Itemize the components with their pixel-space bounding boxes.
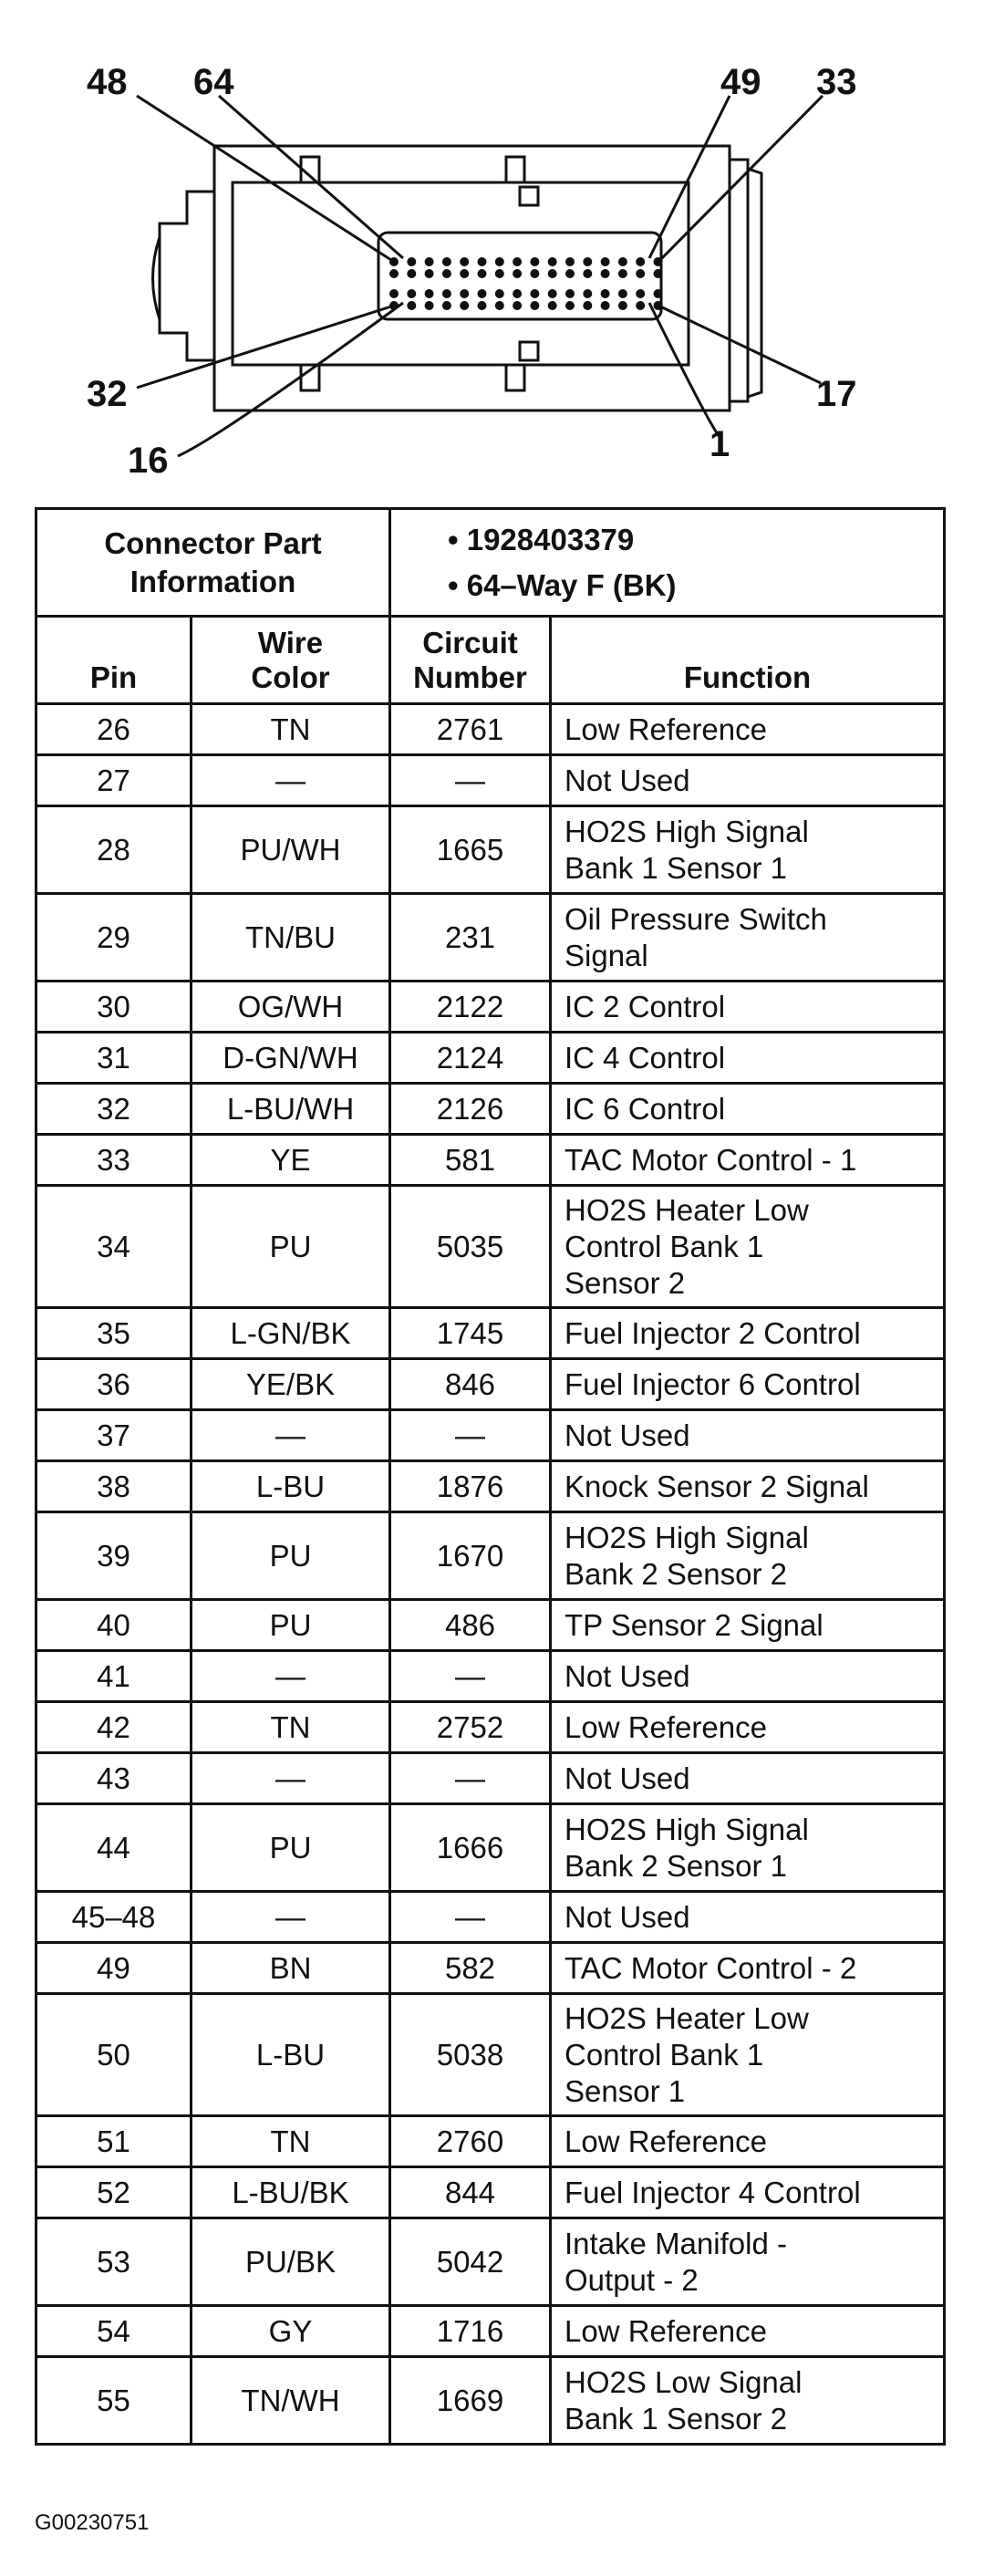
function-line: HO2S Heater Low (565, 2000, 809, 2035)
function-line: Signal (565, 938, 648, 972)
pin-dot (513, 269, 522, 278)
circuit-number-cell: 1716 (390, 2306, 551, 2357)
circuit-number-cell: 1745 (390, 1308, 551, 1359)
circuit-number-cell: 2752 (390, 1702, 551, 1753)
pin-cell: 30 (36, 982, 192, 1033)
function-line: Not Used (565, 763, 690, 797)
function-line: Not Used (565, 1899, 690, 1934)
pin-cell: 41 (36, 1651, 192, 1702)
pin-cell: 55 (36, 2357, 192, 2445)
pin-dot (618, 289, 627, 298)
function-line: TAC Motor Control - 2 (565, 1950, 857, 1985)
function-line: HO2S High Signal (565, 1520, 809, 1554)
pin-dot (583, 301, 592, 310)
function-line: Intake Manifold - (565, 2226, 787, 2260)
pin-dot (601, 301, 610, 310)
wire-color-cell: TN (192, 704, 390, 755)
table-row (36, 1943, 945, 1994)
pin-dot (618, 257, 627, 266)
function-cell (551, 2306, 945, 2357)
pin-dot (495, 257, 504, 266)
pin-dot (389, 269, 399, 278)
function-line: Low Reference (565, 2313, 767, 2348)
function-cell (551, 1359, 945, 1410)
pin-cell: 32 (36, 1084, 192, 1135)
wire-color-cell: YE (192, 1135, 390, 1186)
pin-cell: 34 (36, 1186, 192, 1308)
circuit-number-cell: — (390, 1892, 551, 1943)
circuit-number-cell: 581 (390, 1135, 551, 1186)
table-row (36, 2357, 945, 2445)
function-line: HO2S Low Signal (565, 2364, 803, 2399)
pin-label-33: 33 (816, 62, 857, 102)
pin-dot (548, 257, 557, 266)
circuit-number-cell: 2124 (390, 1033, 551, 1084)
wire-color-cell: L-BU (192, 1461, 390, 1512)
pin-cell: 38 (36, 1461, 192, 1512)
connector-info-row (36, 509, 945, 617)
col-header-circuit-number (390, 617, 551, 704)
pin-dot (530, 301, 539, 310)
function-line: HO2S High Signal (565, 814, 809, 848)
pin-cell: 50 (36, 1994, 192, 2116)
wire-color-cell: TN (192, 1702, 390, 1753)
circuit-number-cell: 846 (390, 1359, 551, 1410)
pin-cell: 40 (36, 1600, 192, 1651)
wire-color-cell: PU (192, 1186, 390, 1308)
pin-dot (636, 289, 645, 298)
pin-dot (530, 269, 539, 278)
circuit-number-cell: 2126 (390, 1084, 551, 1135)
col-header-circuit-number-text: Circuit Number (413, 626, 527, 694)
col-header-function: Function (551, 617, 945, 704)
table-row (36, 894, 945, 982)
function-line: Control Bank 1 (565, 2037, 764, 2072)
function-line: Fuel Injector 2 Control (565, 1315, 861, 1350)
col-header-wire-color (192, 617, 390, 704)
pin-label-48: 48 (87, 62, 128, 102)
function-cell (551, 755, 945, 806)
function-cell (551, 1410, 945, 1461)
function-line: Output - 2 (565, 2262, 699, 2297)
pin-dot (460, 289, 469, 298)
pin-dot (565, 269, 575, 278)
connector-right-side (730, 160, 761, 401)
pin-cell: 37 (36, 1410, 192, 1461)
connector-part-number: • 1928403379 (448, 522, 635, 556)
function-line: Sensor 1 (565, 2073, 686, 2108)
wire-color-cell: TN (192, 2116, 390, 2167)
pin-cell: 26 (36, 704, 192, 755)
circuit-number-cell: 5038 (390, 1994, 551, 2116)
circuit-number-cell: 5035 (390, 1186, 551, 1308)
wire-color-cell: — (192, 1410, 390, 1461)
pin-dot (565, 289, 575, 298)
connector-info-details (390, 509, 945, 617)
pin-dot (478, 301, 487, 310)
pin-dot (389, 289, 399, 298)
pin-cell: 44 (36, 1804, 192, 1892)
wire-color-cell: — (192, 755, 390, 806)
table-row (36, 1892, 945, 1943)
function-cell (551, 1186, 945, 1308)
pin-dot (407, 269, 416, 278)
pin-dot (548, 289, 557, 298)
pin-dot (530, 289, 539, 298)
pin-dot (478, 269, 487, 278)
pin-dot (636, 269, 645, 278)
wire-color-cell: PU (192, 1512, 390, 1600)
pin-dot (478, 257, 487, 266)
table-row (36, 982, 945, 1033)
wire-color-cell: PU/WH (192, 806, 390, 894)
wire-color-cell: D-GN/WH (192, 1033, 390, 1084)
function-line: Bank 1 Sensor 1 (565, 850, 787, 885)
pin-cell: 52 (36, 2167, 192, 2218)
pin-dot (530, 257, 539, 266)
pin-cell: 53 (36, 2218, 192, 2306)
wire-color-cell: L-BU/BK (192, 2167, 390, 2218)
function-line: Bank 1 Sensor 2 (565, 2401, 787, 2436)
pin-dot (583, 269, 592, 278)
function-line: Knock Sensor 2 Signal (565, 1469, 869, 1503)
pin-dot (425, 269, 434, 278)
table-row (36, 1702, 945, 1753)
table-row (36, 2116, 945, 2167)
circuit-number-cell: — (390, 1753, 551, 1804)
wire-color-cell: GY (192, 2306, 390, 2357)
wire-color-cell: OG/WH (192, 982, 390, 1033)
function-line: IC 4 Control (565, 1040, 726, 1075)
table-row (36, 1084, 945, 1135)
table-row (36, 1135, 945, 1186)
function-cell (551, 1702, 945, 1753)
function-cell (551, 1600, 945, 1651)
pin-dot (495, 269, 504, 278)
wire-color-cell: — (192, 1892, 390, 1943)
function-line: IC 2 Control (565, 989, 726, 1023)
table-row (36, 1512, 945, 1600)
circuit-number-cell: 1670 (390, 1512, 551, 1600)
table-row (36, 1186, 945, 1308)
pin-dot (654, 269, 663, 278)
wire-color-cell: L-BU (192, 1994, 390, 2116)
function-line: Not Used (565, 1761, 690, 1795)
pin-label-1: 1 (710, 424, 730, 464)
pin-dot (495, 289, 504, 298)
connector-info-title (36, 509, 390, 617)
col-header-pin: Pin (36, 617, 192, 704)
function-line: Bank 2 Sensor 1 (565, 1848, 787, 1883)
function-cell (551, 2116, 945, 2167)
pin-dot (460, 269, 469, 278)
pin-cell: 28 (36, 806, 192, 894)
circuit-number-cell: 2761 (390, 704, 551, 755)
pin-label-17: 17 (816, 374, 857, 414)
function-line: Sensor 2 (565, 1265, 686, 1300)
function-cell (551, 1994, 945, 2116)
pin-dot (618, 301, 627, 310)
function-cell (551, 2167, 945, 2218)
pin-dot (513, 289, 522, 298)
connector-body (214, 146, 730, 410)
function-cell (551, 1943, 945, 1994)
pin-dot (583, 257, 592, 266)
pin-dot (460, 301, 469, 310)
pin-dot (618, 269, 627, 278)
circuit-number-cell: 1876 (390, 1461, 551, 1512)
circuit-number-cell: 2760 (390, 2116, 551, 2167)
pin-dot (601, 289, 610, 298)
figure-code: G00230751 (35, 2510, 150, 2535)
pin-table (35, 507, 946, 2446)
pin-cell: 31 (36, 1033, 192, 1084)
function-line: Fuel Injector 4 Control (565, 2175, 861, 2209)
pin-dot (425, 301, 434, 310)
table-row (36, 1994, 945, 2116)
pin-label-49: 49 (720, 62, 761, 102)
function-line: Not Used (565, 1658, 690, 1693)
circuit-number-cell: — (390, 1651, 551, 1702)
pin-dot (407, 301, 416, 310)
wire-color-cell: BN (192, 1943, 390, 1994)
pin-dot (442, 257, 451, 266)
circuit-number-cell: 582 (390, 1943, 551, 1994)
table-row (36, 1033, 945, 1084)
function-line: IC 6 Control (565, 1091, 726, 1126)
pin-dot (460, 257, 469, 266)
connector-description: • 64–Way F (BK) (448, 567, 677, 602)
function-line: Low Reference (565, 1709, 767, 1744)
pin-cell: 27 (36, 755, 192, 806)
wire-color-cell: PU (192, 1600, 390, 1651)
wire-color-cell: TN/BU (192, 894, 390, 982)
function-cell (551, 1512, 945, 1600)
pin-dot (565, 301, 575, 310)
circuit-number-cell: — (390, 1410, 551, 1461)
pin-cell: 36 (36, 1359, 192, 1410)
pin-cell: 42 (36, 1702, 192, 1753)
table-row (36, 1359, 945, 1410)
function-cell (551, 1135, 945, 1186)
pin-dot (636, 257, 645, 266)
table-row (36, 704, 945, 755)
connector-latch-left (160, 192, 214, 360)
pin-dot (513, 301, 522, 310)
wire-color-cell: PU/BK (192, 2218, 390, 2306)
circuit-number-cell: 2122 (390, 982, 551, 1033)
function-cell (551, 1753, 945, 1804)
table-row (36, 1600, 945, 1651)
pin-dot (425, 289, 434, 298)
pin-cell: 54 (36, 2306, 192, 2357)
pin-dot (548, 301, 557, 310)
pin-cell: 39 (36, 1512, 192, 1600)
pin-cell: 33 (36, 1135, 192, 1186)
function-cell (551, 2357, 945, 2445)
pin-label-16: 16 (128, 441, 169, 481)
pin-cell: 49 (36, 1943, 192, 1994)
pin-dot (442, 301, 451, 310)
function-cell (551, 894, 945, 982)
circuit-number-cell: — (390, 755, 551, 806)
wire-color-cell: L-BU/WH (192, 1084, 390, 1135)
pin-dot (442, 289, 451, 298)
pin-dot (601, 257, 610, 266)
function-cell (551, 1033, 945, 1084)
function-line: Control Bank 1 (565, 1229, 764, 1263)
pin-dot (513, 257, 522, 266)
function-cell (551, 1461, 945, 1512)
function-line: HO2S Heater Low (565, 1192, 809, 1227)
function-line: Not Used (565, 1418, 690, 1452)
circuit-number-cell: 1669 (390, 2357, 551, 2445)
pin-dot (478, 289, 487, 298)
table-row (36, 1461, 945, 1512)
pin-dot (407, 289, 416, 298)
circuit-number-cell: 231 (390, 894, 551, 982)
table-row (36, 755, 945, 806)
function-line: TAC Motor Control - 1 (565, 1142, 857, 1177)
table-row (36, 1410, 945, 1461)
wire-color-cell: TN/WH (192, 2357, 390, 2445)
function-line: Low Reference (565, 2124, 767, 2158)
function-cell (551, 1651, 945, 1702)
table-row (36, 2306, 945, 2357)
function-line: Oil Pressure Switch (565, 901, 827, 936)
function-line: HO2S High Signal (565, 1812, 809, 1846)
function-line: TP Sensor 2 Signal (565, 1607, 823, 1642)
pin-label-32: 32 (87, 374, 128, 414)
function-cell (551, 1804, 945, 1892)
table-row (36, 2167, 945, 2218)
pin-label-64: 64 (193, 62, 234, 102)
table-row (36, 1753, 945, 1804)
pin-dot (425, 257, 434, 266)
function-line: Fuel Injector 6 Control (565, 1366, 861, 1401)
wire-color-cell: PU (192, 1804, 390, 1892)
pin-dot (495, 301, 504, 310)
circuit-number-cell: 1666 (390, 1804, 551, 1892)
pin-grid (389, 257, 663, 310)
circuit-number-cell: 1665 (390, 806, 551, 894)
wire-color-cell: — (192, 1753, 390, 1804)
pin-dot (636, 301, 645, 310)
pin-cell: 43 (36, 1753, 192, 1804)
pin-dot (565, 257, 575, 266)
pin-dot (548, 269, 557, 278)
function-cell (551, 2218, 945, 2306)
circuit-number-cell: 486 (390, 1600, 551, 1651)
pin-cell: 45–48 (36, 1892, 192, 1943)
pin-dot (654, 289, 663, 298)
pin-cell: 35 (36, 1308, 192, 1359)
pin-cell: 51 (36, 2116, 192, 2167)
wire-color-cell: YE/BK (192, 1359, 390, 1410)
wire-color-cell: L-GN/BK (192, 1308, 390, 1359)
function-cell (551, 806, 945, 894)
pin-dot (442, 269, 451, 278)
table-row (36, 1804, 945, 1892)
function-cell (551, 982, 945, 1033)
function-cell (551, 1892, 945, 1943)
circuit-number-cell: 5042 (390, 2218, 551, 2306)
wire-color-cell: — (192, 1651, 390, 1702)
connector-info-title-text: Connector Part Information (104, 525, 322, 598)
function-cell (551, 1308, 945, 1359)
function-line: Bank 2 Sensor 2 (565, 1556, 787, 1591)
function-cell (551, 704, 945, 755)
pin-cell: 29 (36, 894, 192, 982)
table-row (36, 1651, 945, 1702)
pin-dot (583, 289, 592, 298)
pin-dot (601, 269, 610, 278)
table-row (36, 806, 945, 894)
col-header-wire-color-text: Wire Color (251, 626, 330, 694)
connector-diagram (0, 0, 984, 493)
function-cell (551, 1084, 945, 1135)
function-line: Low Reference (565, 712, 767, 746)
circuit-number-cell: 844 (390, 2167, 551, 2218)
pin-dot (407, 257, 416, 266)
table-row (36, 1308, 945, 1359)
column-header-row (36, 617, 945, 704)
table-row (36, 2218, 945, 2306)
